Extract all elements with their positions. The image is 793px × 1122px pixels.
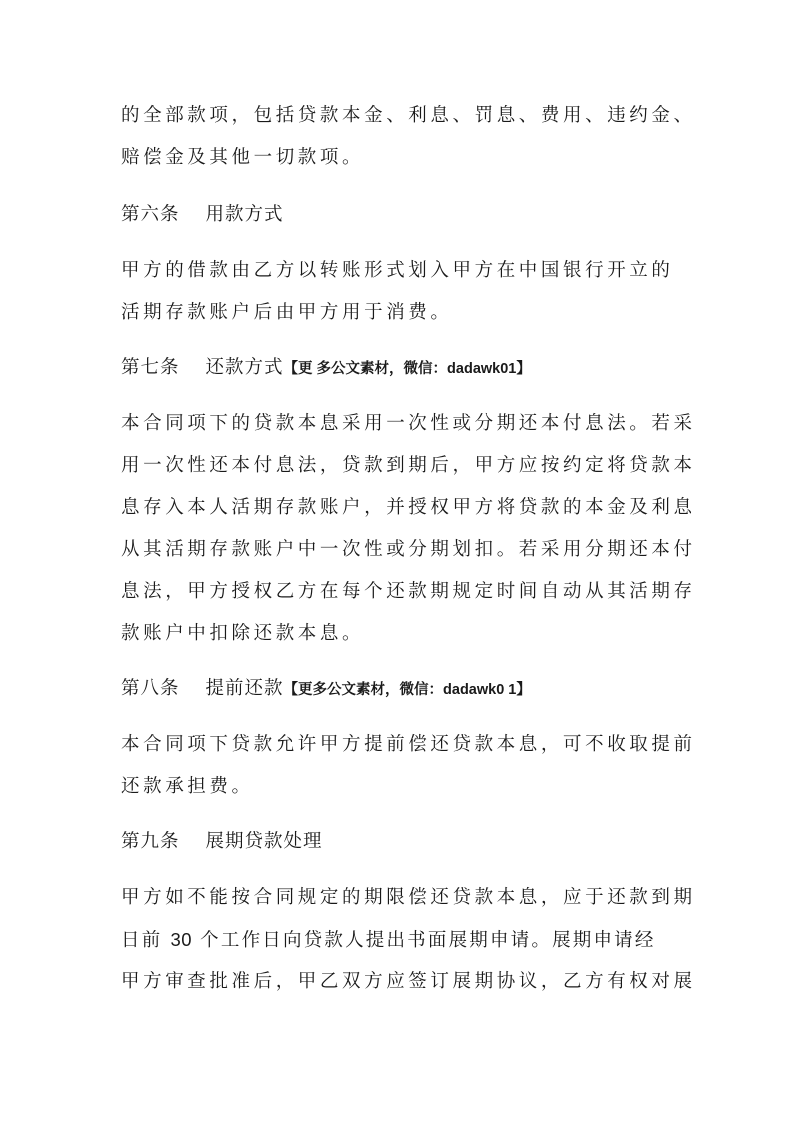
article-heading-eight: [121, 677, 531, 702]
body-line: 甲方审查批准后，甲乙双方应签订展期协议，乙方有权对展: [121, 971, 696, 992]
body-text: 个工作日向贷款人提出书面展期申请。展期申请经: [200, 930, 656, 951]
article-number: 第七条: [121, 357, 180, 378]
article-heading-nine: [121, 830, 323, 854]
body-line: 甲方如不能按合同规定的期限偿还贷款本息，应于还款到期: [121, 887, 696, 908]
day-count: 30: [170, 929, 193, 950]
watermark-note: 【更 多公文素材，微信：dadawk01】: [283, 361, 531, 377]
body-line: 还款承担费。: [121, 776, 254, 797]
body-line: [121, 928, 656, 953]
article-number: 第六条: [121, 204, 180, 225]
article-heading-six: [121, 203, 284, 227]
body-line: 本合同项下贷款允许甲方提前偿还贷款本息，可不收取提前: [121, 734, 696, 755]
watermark-note: 【更多公文素材，微信：dadawk0 1】: [283, 682, 531, 698]
body-line: 活期存款账户后由甲方用于消费。: [121, 302, 453, 323]
article-title: 提前还款: [205, 678, 284, 699]
body-line: 甲方的借款由乙方以转账形式划入甲方在中国银行开立的: [121, 260, 674, 281]
article-number: 第八条: [121, 678, 180, 699]
body-line: 从其活期存款账户中一次性或分期划扣。若采用分期还本付: [121, 539, 696, 560]
body-line: 赔偿金及其他一切款项。: [121, 147, 365, 168]
body-line: 的全部款项，包括贷款本金、利息、罚息、费用、违约金、: [121, 105, 696, 126]
article-title: 展期贷款处理: [205, 831, 323, 852]
article-title: 还款方式: [205, 357, 284, 378]
body-line: 款账户中扣除还款本息。: [121, 623, 365, 644]
body-text: 日前: [121, 930, 163, 951]
body-line: 用一次性还本付息法，贷款到期后，甲方应按约定将贷款本: [121, 455, 696, 476]
body-line: 息存入本人活期存款账户，并授权甲方将贷款的本金及利息: [121, 497, 696, 518]
body-line: 本合同项下的贷款本息采用一次性或分期还本付息法。若采: [121, 413, 696, 434]
article-heading-seven: [121, 356, 531, 381]
body-line: 息法，甲方授权乙方在每个还款期规定时间自动从其活期存: [121, 581, 696, 602]
article-number: 第九条: [121, 831, 180, 852]
article-title: 用款方式: [205, 204, 284, 225]
